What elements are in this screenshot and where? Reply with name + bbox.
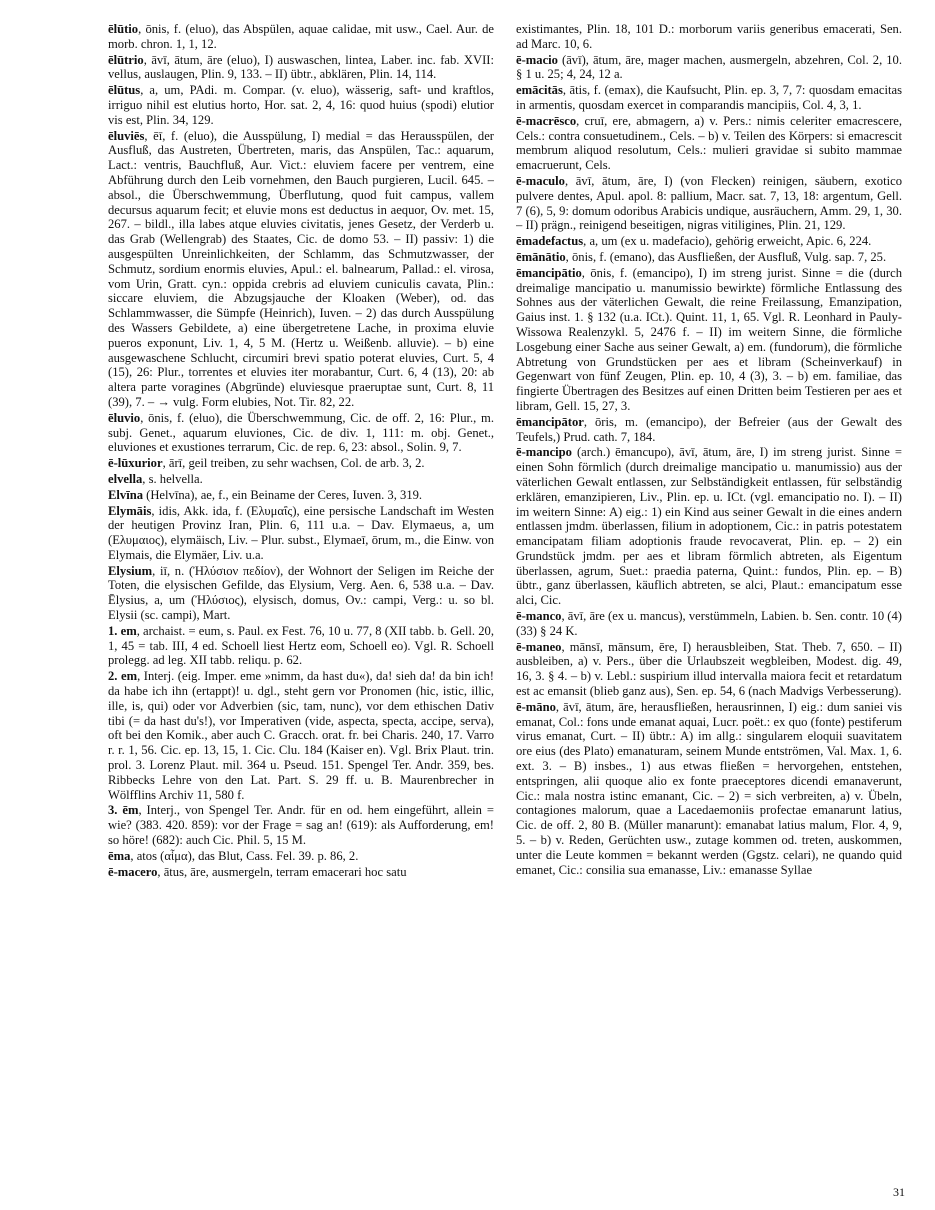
dictionary-entry: ē-macrēsco, cruī, ere, abmagern, a) v. Pers.: nimis celeriter emacrescere, Cels.: contra consuetudinem., Cels. – b) v. Teilen des Körpers: si emacrescit membrum aliquod resolutum, Cels.: mulieri gravidae si subito mammae emacruerunt, Cels. [516,113,902,173]
left-column [108,22,494,1190]
dictionary-entry: Elvīna (Helvīna), ae, f., ein Beiname der Ceres, Iuven. 3, 319. [108,487,423,502]
dictionary-entry: Elymāis, idis, Akk. ida, f. (Ελυμαΐς), eine persische Landschaft im Westen der heutigen Provinz Iran, Plin. 6, 111 u.a. – Dav. Elymaeus, a, um (Ελυμαιος), elymäisch, Liv. – Plur. subst., Elymaeī, ōrum, m., die Einw. von Elymais, die Elymäer, Liv. u.a. [108,503,494,562]
dictionary-entry: ēlūtio, ōnis, f. (eluo), das Abspülen, aquae calidae, mit usw., Cael. Aur. de morb. chron. 1, 1, 12. [108,22,494,51]
dictionary-entry: elvella, s. helvella. [108,471,203,486]
dictionary-entry: 1. em, archaist. = eum, s. Paul. ex Fest. 76, 10 u. 77, 8 (XII tabb. b. Gell. 20, 1, 45 = tab. III, 4 ed. Schoell liest Hertz eom, Schoell eo). Vgl. R. Schoell prolegg. ad leg. XII tabb. reliqu. p. 62. [108,623,494,668]
dictionary-entry: existimantes, Plin. 18, 101 D.: morborum variis generibus emacerati, Sen. ad Marc. 10, 6. [516,22,902,51]
dictionary-entry: ē-mancipo (arch.) ēmancupo), āvī, ātum, āre, I) im streng jurist. Sinne = einen Sohn förmlich (durch dreimalige mancipatio u. manumissio) aus der väterlichen Gewalt entlassen, zur Selbständigkeit entlassen, für selbständig erklären, emanzipieren, Liv., Plin. ep. u. ICt. (vgl. emancipatio no. I). – II) im weitern Sinne: A) eig.: 1) ein Kind aus seiner Gewalt in die eines andern entlassen jmdm. überlassen, filium in adoptionem, Cic.: in patris potestatem emancipatam filiam adoptionis fraude revocaverat, Plin. ep. – 2) ein Grundstück jmdm. per aes et libram förmlich abtreten, als Eigentum überlassen, agrum, Suet.: praedia paterna, Quint.: fundos, Plin. ep. – B) übtr., ganz überlassen, käuflich abtreten, se alci, Plaut.: emancipatum esse alci, Cic. [516,445,902,608]
dictionary-entry: ēma, atos (αἷμα), das Blut, Cass. Fel. 39. p. 86, 2. [108,848,359,863]
dictionary-entry: ēmancipātio, ōnis, f. (emancipo), I) im streng jurist. Sinne = die (durch dreimalige mancipatio u. manumissio bewirkte) förmliche Entlassung des Sohnes aus der väterlichen Gewalt, die reine Freilassung, Emanzipation, Gaius inst. 1. § 132 (u.a. ICt.). Quint. 11, 1, 65. Vgl. R. Leonhard in Pauly-Wissowa Realenzykl. 5, 2476 f. – II) im weitern Sinne, die förmliche Losgebung einer Sache aus seiner Gewalt, a) em. (fundorum), die förmliche Abtretung von Grundstücken per aes et libram (Scheinverkauf) in Gegenwart von fünf Zeugen, Plin. ep. 10, 4 (3), 3. – b) em. familiae, das fingierte Übertragen des Besitzes auf einen Dritten beim Testieren per aes et libram, Gell. 15, 27, 3. [516,265,902,413]
dictionary-entry: ēmancipātor, ōris, m. (emancipo), der Befreier (aus der Gewalt des Teufels,) Prud. cath. 7, 184. [516,414,902,444]
dictionary-entry: ē-māno, āvī, ātum, āre, herausfließen, herausrinnen, I) eig.: dum saniei vis emanat, Col.: fons unde emanat aquai, Lucr. poët.: ex quo (fonte) pestiferum virus emanat, Curt. – II) übtr.: A) im allg.: singularem eloquii suavitatem ore eius (des Plato) emanaturam, seinem Munde entströmen, Val. Max. 1, 6. ext. 3. – B) insbes., 1) aus etwas fließen = hervorgehen, entstehen, entspringen, alii quoque alio ex fonte praeceptores dicendi emanaverunt, Cic.: mala nostra istinc emanant, Cic. – 2) = sich verbreiten, a) v. Übeln, contagiones malorum, quae a Lacedaemoniis profectae emanarunt latius, Cic. de off. 2, 80 B. (Müller manarunt): emanabat latius malum, Flor. 4, 9, 5. – b) v. Reden, Gerüchten usw., zutage kommen od. treten, auskommen, unter die Leute kommen = bekannt werden (Ggstz. celari), ne quando quid emanet, Cic.: consilia sua emanasse, Liv.: emanasse Syllae [516,699,902,877]
dictionary-entry: ē-lūxurior, ārī, geil treiben, zu sehr wachsen, Col. de arb. 3, 2. [108,456,425,471]
right-column [516,22,902,1190]
dictionary-entry: ēlūtrio, āvī, ātum, āre (eluo), I) auswaschen, lintea, Laber. inc. fab. XVII: vellus, auslaugen, Plin. 9, 133. – II) übtr., abklären, Plin. 14, 114. [108,52,494,82]
dictionary-entry: ē-manco, āvī, āre (ex u. mancus), verstümmeln, Labien. b. Sen. contr. 10 (4) (33) § 24 K. [516,609,902,638]
dictionary-entry: Elysium, iī, n. (Ἠλύσιον πεδίον), der Wohnort der Seligen im Reiche der Toten, die elysischen Gefilde, das Elysium, Verg. Aen. 6, 538 u.a. – Dav. Ēlysius, a, um (Ἠλύσιος), elysisch, domus, Ov.: campi, Verg.: u. so bl. Elysii (sc. campi), Mart. [108,563,494,623]
dictionary-entry: 3. ēm, Interj., von Spengel Ter. Andr. für en od. hem eingeführt, allein = wie? (383. 420. 859): vor der Frage = sag an! (619): als Aufforderung, em! so höre! (682): auch Cic. Phil. 5, 15 M. [108,803,494,848]
dictionary-entry: ē-macero, ātus, āre, ausmergeln, terram emacerari hoc satu [108,864,407,879]
dictionary-entry: ē-maculo, āvī, ātum, āre, I) (von Flecken) reinigen, säubern, exotico pulvere dentes, Apul. apol. 8: pallium, Macr. sat. 7, 13, 18: argentum, Gell. 7 (6), 5, 9: domum odoribus Arabicis undique, ausräuchern, Amm. 29, 1, 30. – II) prägn., reinigend beseitigen, nigras vitiligines, Plin. 21, 129. [516,173,902,233]
dictionary-entry: ēluvio, ōnis, f. (eluo), die Überschwemmung, Cic. de off. 2, 16: Plur., m. subj. Genet., aquarum eluviones, Cic. de div. 1, 111: m. obj. Genet., eluviones et exustiones terrarum, Cic. de rep. 6, 23: absol., Solin. 9, 7. [108,410,494,455]
dictionary-entry: ē-maneo, mānsī, mānsum, ēre, I) herausbleiben, Stat. Theb. 7, 650. – II) ausbleiben, a) v. Pers., über die Urlaubszeit wegbleiben, Modest. dig. 49, 16, 3. § 4. – b) v. Lebl.: suspirium illud intervalla maiora fecit et retardatum est ac emansit (blieb ganz aus), Sen. ep. 54, 6 (nach Madvigs Verbesserung). [516,639,902,699]
dictionary-entry: ē-macio (āvī), ātum, āre, mager machen, ausmergeln, abzehren, Col. 2, 10. § 1 u. 25; 4, 24, 12 a. [516,52,902,82]
dictionary-entry: emācitās, ātis, f. (emax), die Kaufsucht, Plin. ep. 3, 7, 7: quosdam emacitas in armentis, quosdam exercet in comparandis mancipiis, Col. 4, 3, 1. [516,83,902,112]
page-number: 31 [893,1185,905,1199]
dictionary-entry: ēlūtus, a, um, PAdi. m. Compar. (v. eluo), wässerig, saft- und kraftlos, irriguo nihil est elutius horto, Hor. sat. 2, 4, 16: quod huius (spodi) elutior vis est, Plin. 34, 129. [108,83,494,127]
dictionary-entry: 2. em, Interj. (eig. Imper. eme »nimm, da hast du«), da! sieh da! da bin ich! da habe ich ihn (ertappt)! u. dgl., steht gern vor Pronomen (hic, istic, illic, ille, is, qui) oder vor Adverbien (sic, tam, nunc), vor dem ethischen Dativ tibi (= da hast du's!), vor Imperativen (vide, aspecta, specta, accipe, serva), oft bei den Komik., aber auch C. Gracch. orat. fr. bei Charis. 240, 17. Varro r. r. 1, 56. Cic. ep. 13, 15, 1. Cic. Clu. 184 (Kaiser en). Vgl. Brix Plaut. trin. prol. 3. Lorenz Plaut. mil. 364 u. Pseud. 151. Spengel Ter. Andr. 359, bes. Ribbecks Lehre von den Lat. Part. S. 29 ff. u. B. Maurenbrecher in Wölfflins Archiv 11, 580 f. [108,669,494,802]
dictionary-entry: ēmadefactus, a, um (ex u. madefacio), gehörig erweicht, Apic. 6, 224. [516,234,872,249]
dictionary-entry: ēmānātio, ōnis, f. (emano), das Ausfließen, der Ausfluß, Vulg. sap. 7, 25. [516,249,887,264]
dictionary-entry: ēluviēs, ēī, f. (eluo), die Ausspülung, I) medial = das Herausspülen, der Ausfluß, das Austreten, Übertreten, maris, das Anspülen, Tac.: aquarum, Lact.: ventris, Bauchfluß, Aur. Vict.: eluviem facere per ventrem, eine Abführung durch den Leib vornehmen, den Bauch purgieren, Lucil. 645. – absol., die Überschwemmung, Überflutung, quod fuit campus, vallem decursus aquarum fecit; et eluvie mons est deductus in aequor, Ov. met. 15, 267. – bildl., illa labes atque eluvies civitatis, jenes Gesetz, der Verderb u. das Grab (Wellengrab) des Staates, Cic. de domo 53. – II) passiv: 1) die ausgespülten Unreinlichkeiten, der Schlamm, das Schmutzwasser, der Schmutz, sordium enormis eluvies, Apul.: el. balnearum, Pallad.: el. virosa, vom Urin, Gratt. cyn.: oppida crebris ad eluviem cuniculis cavata, Plin.: siccare eluviem, die Abzugsjauche der Kloaken (Weber), od. das Schlammwasser, die Sümpfe (Heinrich), Iuven. – 2) das durch Ausspülung des Wassers Gebildete, a) eine übergetretene Lache, in proxima eluvie pueros exponunt, Liv. 1, 4, 5 M. (Hertz u. Weißenb. alluvie). – b) eine ausgewaschene Schlucht, circumiri brevi spatio poterat eluvies, Curt. 5, 4 (15), 26: Plur., torrentes et eluvies iter morabantur, Curt. 6, 4 (13), 20: ab altera parte voragines (Abgründe) eluviesque praeruptae sunt, Curt. 8, 11 (39), 7. – → vulg. Form elubies, Not. Tir. 82, 22. [108,128,494,409]
